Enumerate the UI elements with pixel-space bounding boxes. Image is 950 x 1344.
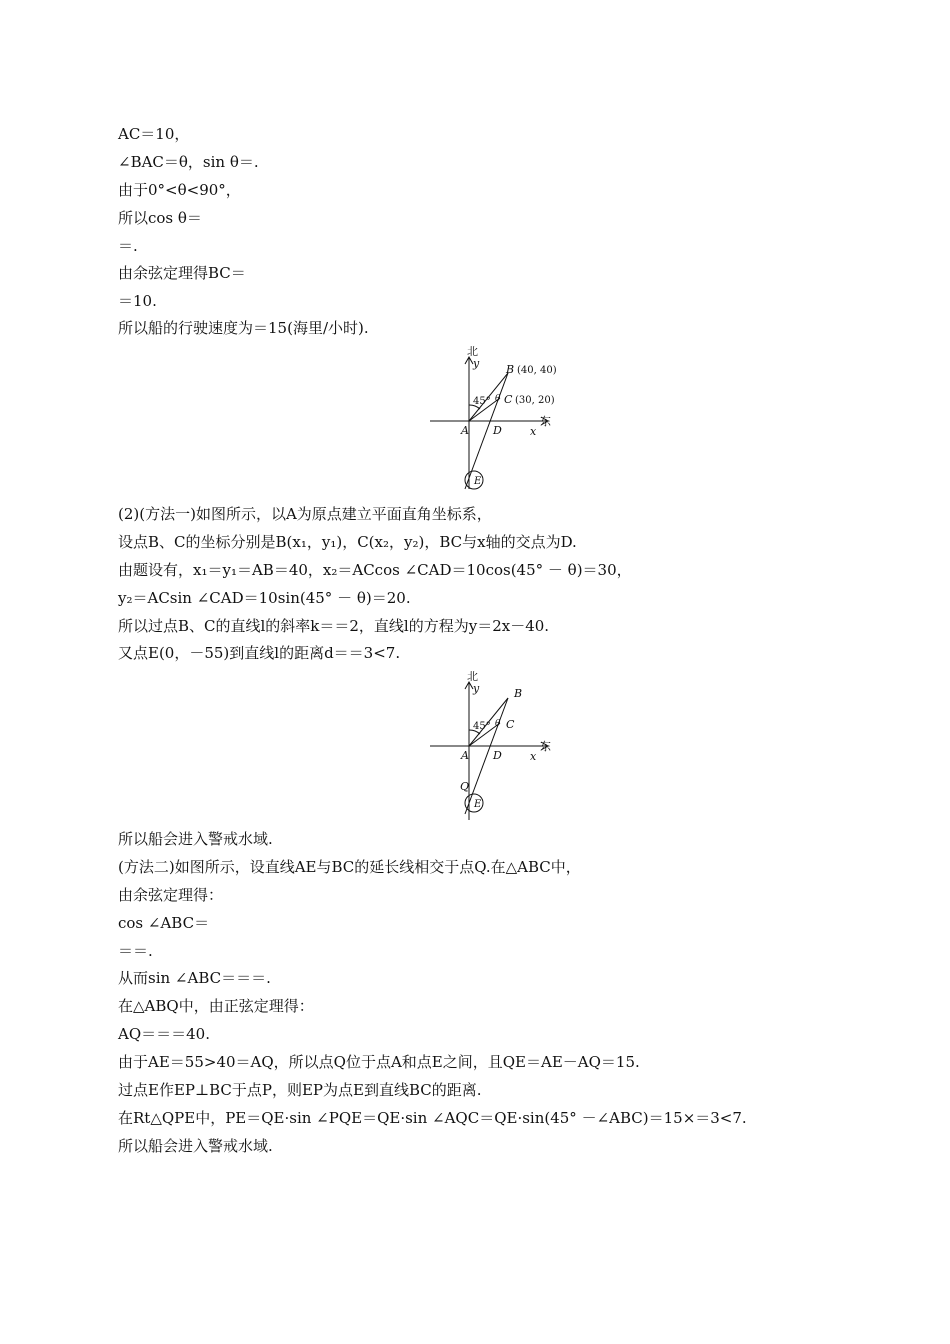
text-line: 所以过点B、C的直线l的斜率k＝＝2，直线l的方程为y＝2x－40. [118,617,550,635]
coordinate-figure-1 [420,343,560,493]
point-b-label: B [514,687,523,700]
east-label: 东 [540,740,551,753]
text-line: ∠BAC＝θ，sin θ＝. [118,153,259,171]
angle-45-label: 45° [473,721,491,732]
text-line: ＝＝. [118,942,153,960]
point-b-coord: (40, 40) [517,365,557,376]
text-line: 过点E作EP⊥BC于点P，则EP为点E到直线BC的距离. [118,1081,482,1099]
coordinate-figure-2 [420,668,560,823]
north-label: 北 [467,345,478,358]
text-line: cos ∠ABC＝ [118,914,210,932]
point-e-label: E [474,476,482,487]
theta-label: θ [495,394,501,404]
theta-label: θ [495,719,501,729]
angle-45-label: 45° [473,396,491,407]
text-line: 所以cos θ＝ [118,209,202,227]
text-line: 从而sin ∠ABC＝＝＝. [118,969,271,987]
text-line: 在Rt△QPE中，PE＝QE·sin ∠PQE＝QE·sin ∠AQC＝QE·sin(45° －∠ABC)＝15×＝3<7. [118,1109,747,1127]
x-axis-label: x [530,750,537,763]
point-e-label: E [474,799,482,810]
point-c-coord: (30, 20) [515,395,555,406]
text-line: 由于0°<θ<90°， [118,181,241,199]
y-axis-label: y [473,357,480,370]
point-c-label: C [506,718,515,731]
point-d-label: D [493,424,502,437]
text-line: 由余弦定理得： [118,886,224,904]
text-line: 在△ABQ中，由正弦定理得： [118,997,314,1015]
text-line: ＝10. [118,292,157,310]
text-line: 所以船会进入警戒水域. [118,1137,273,1155]
text-line: AQ＝＝＝40. [118,1025,210,1043]
north-label: 北 [467,670,478,683]
text-line: (方法二)如图所示，设直线AE与BC的延长线相交于点Q.在△ABC中， [118,858,581,876]
point-c-label: C [504,393,513,406]
text-line: 设点B、C的坐标分别是B(x₁，y₁)，C(x₂，y₂)，BC与x轴的交点为D. [118,533,577,551]
y-axis-label: y [473,682,480,695]
x-axis-label: x [530,425,537,438]
point-a-label: A [461,749,469,762]
text-line: 由余弦定理得BC＝ [118,264,246,282]
point-b-label: B [506,363,515,376]
point-q-label: Q [460,780,470,793]
text-line: 由题设有，x₁＝y₁＝AB＝40，x₂＝ACcos ∠CAD＝10cos(45° － θ)＝30， [118,561,632,579]
east-label: 东 [540,415,551,428]
text-line: y₂＝ACsin ∠CAD＝10sin(45° － θ)＝20. [118,589,411,607]
text-line: AC＝10， [118,125,190,143]
text-line: (2)(方法一)如图所示，以A为原点建立平面直角坐标系， [118,505,492,523]
text-line: 所以船会进入警戒水域. [118,830,273,848]
point-a-label: A [461,424,469,437]
text-line: 所以船的行驶速度为＝15(海里/小时). [118,319,369,337]
text-line: 又点E(0，－55)到直线l的距离d＝＝3<7. [118,644,401,662]
text-line: ＝. [118,237,138,255]
point-d-label: D [493,749,502,762]
text-line: 由于AE＝55>40＝AQ，所以点Q位于点A和点E之间，且QE＝AE－AQ＝15. [118,1053,640,1071]
